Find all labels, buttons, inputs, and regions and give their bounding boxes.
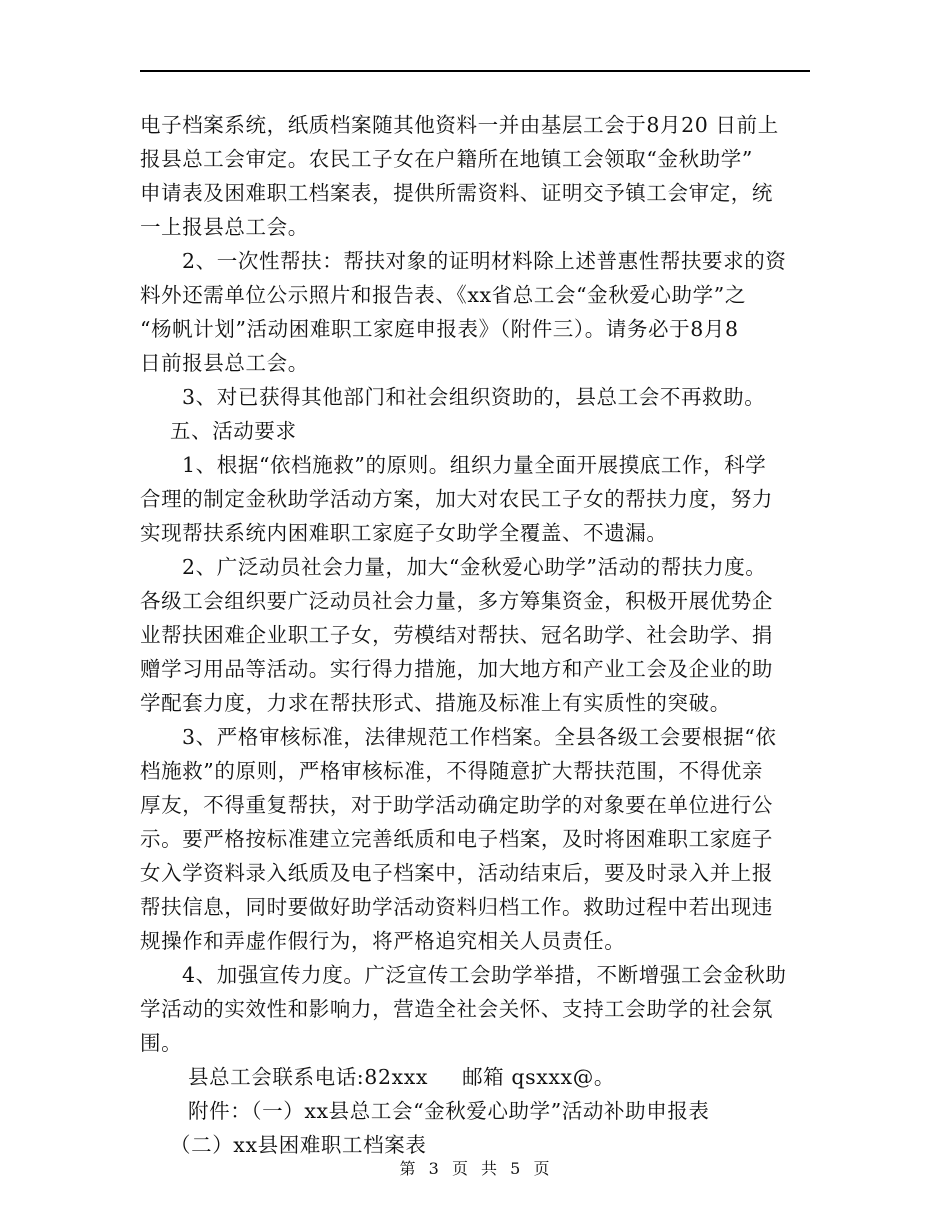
paragraph-line: 日前报县总工会。 <box>140 351 309 375</box>
paragraph-line: 实现帮扶系统内困难职工家庭子女助学全覆盖、不遗漏。 <box>140 521 668 545</box>
paragraph-line: 1、根据“依档施救”的原则。组织力量全面开展摸底工作，科学 <box>182 453 767 477</box>
paragraph-line: 报县总工会审定。农民工子女在户籍所在地镇工会领取“金秋助学” <box>140 147 753 171</box>
paragraph-line: 各级工会组织要广泛动员社会力量，多方筹集资金，积极开展优势企 <box>140 589 773 613</box>
paragraph-line: 电子档案系统，纸质档案随其他资料一并由基层工会于8月20 日前上 <box>140 113 779 137</box>
paragraph-line: 围。 <box>140 1031 183 1055</box>
page-footer <box>0 1156 950 1179</box>
paragraph-line: 3、严格审核标准，法律规范工作档案。全县各级工会要根据“依 <box>182 725 777 749</box>
paragraph-line: 2、一次性帮扶：帮扶对象的证明材料除上述普惠性帮扶要求的资 <box>182 249 787 273</box>
paragraph-line: 学活动的实效性和影响力，营造全社会关怀、支持工会助学的社会氛 <box>140 997 773 1021</box>
footer-prefix: 第 <box>399 1159 417 1178</box>
paragraph-line: 4、加强宣传力度。广泛宣传工会助学举措，不断增强工会金秋助 <box>182 963 787 987</box>
footer-total-word: 共 <box>481 1159 499 1178</box>
footer-page-number: 3 <box>428 1159 440 1178</box>
paragraph-line: 3、对已获得其他部门和社会组织资助的，县总工会不再救助。 <box>182 385 766 409</box>
footer-total-pages: 5 <box>510 1159 522 1178</box>
paragraph-line: 申请表及困难职工档案表，提供所需资料、证明交予镇工会审定，统 <box>140 181 773 205</box>
contact-line <box>140 1060 810 1094</box>
paragraph-line: 合理的制定金秋助学活动方案，加大对农民工子女的帮扶力度，努力 <box>140 487 773 511</box>
attachment-line-2: （二）xx县困难职工档案表 <box>170 1133 427 1157</box>
contact-phone: 县总工会联系电话:82xxx <box>188 1065 429 1089</box>
footer-suffix: 页 <box>533 1159 551 1178</box>
paragraph-line: 学配套力度，力求在帮扶形式、措施及标准上有实质性的突破。 <box>140 691 731 715</box>
section-heading: 五、活动要求 <box>170 419 297 443</box>
paragraph-line: 档施救”的原则，严格审核标准，不得随意扩大帮扶范围，不得优亲 <box>140 759 763 783</box>
paragraph-line: 业帮扶困难企业职工子女，劳模结对帮扶、冠名助学、社会助学、捐 <box>140 623 773 647</box>
paragraph-line: 女入学资料录入纸质及电子档案中，活动结束后，要及时录入并上报 <box>140 861 773 885</box>
paragraph-line: 料外还需单位公示照片和报告表、《xx省总工会“金秋爱心助学”之 <box>140 283 746 307</box>
document-body <box>140 108 810 1162</box>
paragraph-line: 一上报县总工会。 <box>140 215 309 239</box>
paragraph-line: 厚友，不得重复帮扶，对于助学活动确定助学的对象要在单位进行公 <box>140 793 773 817</box>
paragraph-line: 2、广泛动员社会力量，加大“金秋爱心助学”活动的帮扶力度。 <box>182 555 767 579</box>
footer-page-word: 页 <box>451 1159 469 1178</box>
paragraph-line: “杨帆计划”活动困难职工家庭申报表》（附件三）。请务必于8月8 <box>140 317 739 341</box>
paragraph-line: 赠学习用品等活动。实行得力措施，加大地方和产业工会及企业的助 <box>140 657 773 681</box>
contact-email: 邮箱 qsxxx@。 <box>462 1065 615 1089</box>
paragraph-line: 帮扶信息，同时要做好助学活动资料归档工作。救助过程中若出现违 <box>140 895 773 919</box>
header-rule <box>140 70 810 72</box>
paragraph-line: 规操作和弄虚作假行为，将严格追究相关人员责任。 <box>140 929 626 953</box>
paragraph-line: 示。要严格按标准建立完善纸质和电子档案，及时将困难职工家庭子 <box>140 827 773 851</box>
attachment-line-1: 附件：（一）xx县总工会“金秋爱心助学”活动补助申报表 <box>188 1099 710 1123</box>
